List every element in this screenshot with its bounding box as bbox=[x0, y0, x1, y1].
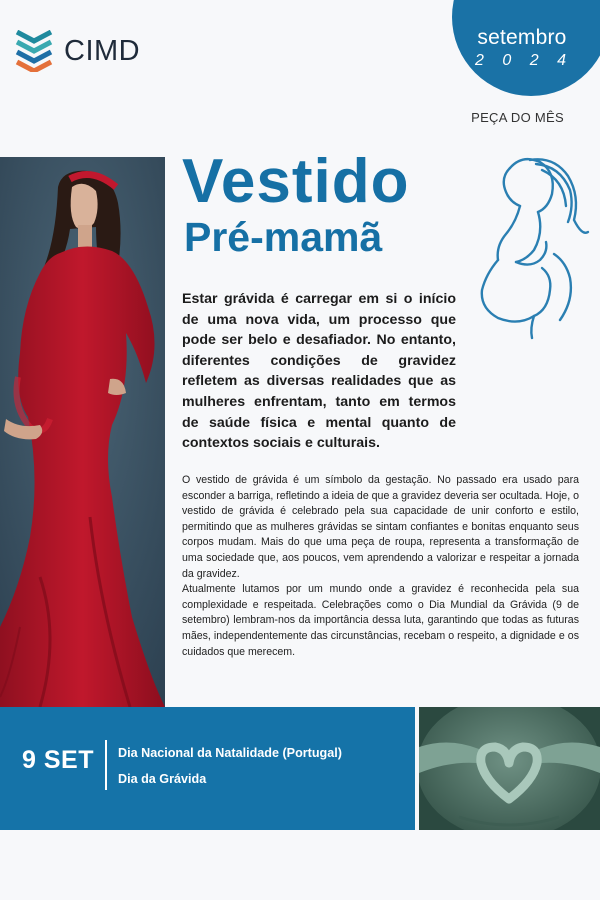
cimd-logo bbox=[14, 30, 140, 72]
body-paragraph-2: Atualmente lutamos por um mundo onde a gravidez é reconhecida pela sua complexidade e respeitada. Celebrações como o Dia Mundial da Grávida (9 de setembro) lembram-nos da importância dessa luta, garantindo que todas as futuras mães, independentemente das circunstâncias, recebam o respeito, a dignidade e os cuidados que merecem. bbox=[182, 583, 579, 658]
page-title: Vestido bbox=[182, 147, 410, 216]
banner-date: 9 SET bbox=[22, 746, 94, 774]
brand-name: CIMD bbox=[64, 34, 141, 67]
date-badge bbox=[452, 0, 600, 96]
pregnant-woman-photo bbox=[0, 157, 165, 707]
red-dress-figure bbox=[0, 157, 165, 707]
banner-event-1: Dia Nacional da Natalidade (Portugal) bbox=[118, 746, 342, 760]
page-subtitle: Pré-mamã bbox=[184, 214, 383, 260]
article-body bbox=[182, 473, 579, 660]
cimd-chevrons-icon bbox=[14, 30, 54, 72]
lead-paragraph: Estar grávida é carregar em si o início de uma nova vida, um processo que pode ser belo e desafiador. No entanto, diferentes condições de gravidez refletem as diversas realidades que as mulheres enfrentam, tanto em termos de saúde física e mental quanto de contextos sociais e culturais. bbox=[182, 291, 456, 452]
badge-month: setembro bbox=[477, 26, 567, 49]
body-paragraph-1: O vestido de grávida é um símbolo da gestação. No passado era usado para esconder a barriga, refletindo a ideia de que a gravidez deveria ser ocultada. Hoje, o vestido de grávida é celebrado pela sua capacidade de unir conforto e estilo, permitindo que as mulheres grávidas se sintam confiantes e bonitas enquanto seus corpos mudam. Mais do que uma peça de roupa, representa a transformação de uma sociedade que, aos poucos, vem aprendendo a valorizar e respeitar a jornada da gravidez. bbox=[182, 474, 579, 580]
date-banner bbox=[0, 707, 415, 830]
banner-event-2: Dia da Grávida bbox=[118, 772, 207, 786]
heart-hands-belly-image bbox=[419, 707, 600, 830]
banner-divider bbox=[105, 740, 107, 790]
section-label: PEÇA DO MÊS bbox=[471, 110, 564, 125]
badge-year: 2 0 2 4 bbox=[475, 52, 573, 69]
pregnant-woman-line-art-icon bbox=[470, 150, 592, 340]
heart-hands-photo bbox=[419, 707, 600, 830]
